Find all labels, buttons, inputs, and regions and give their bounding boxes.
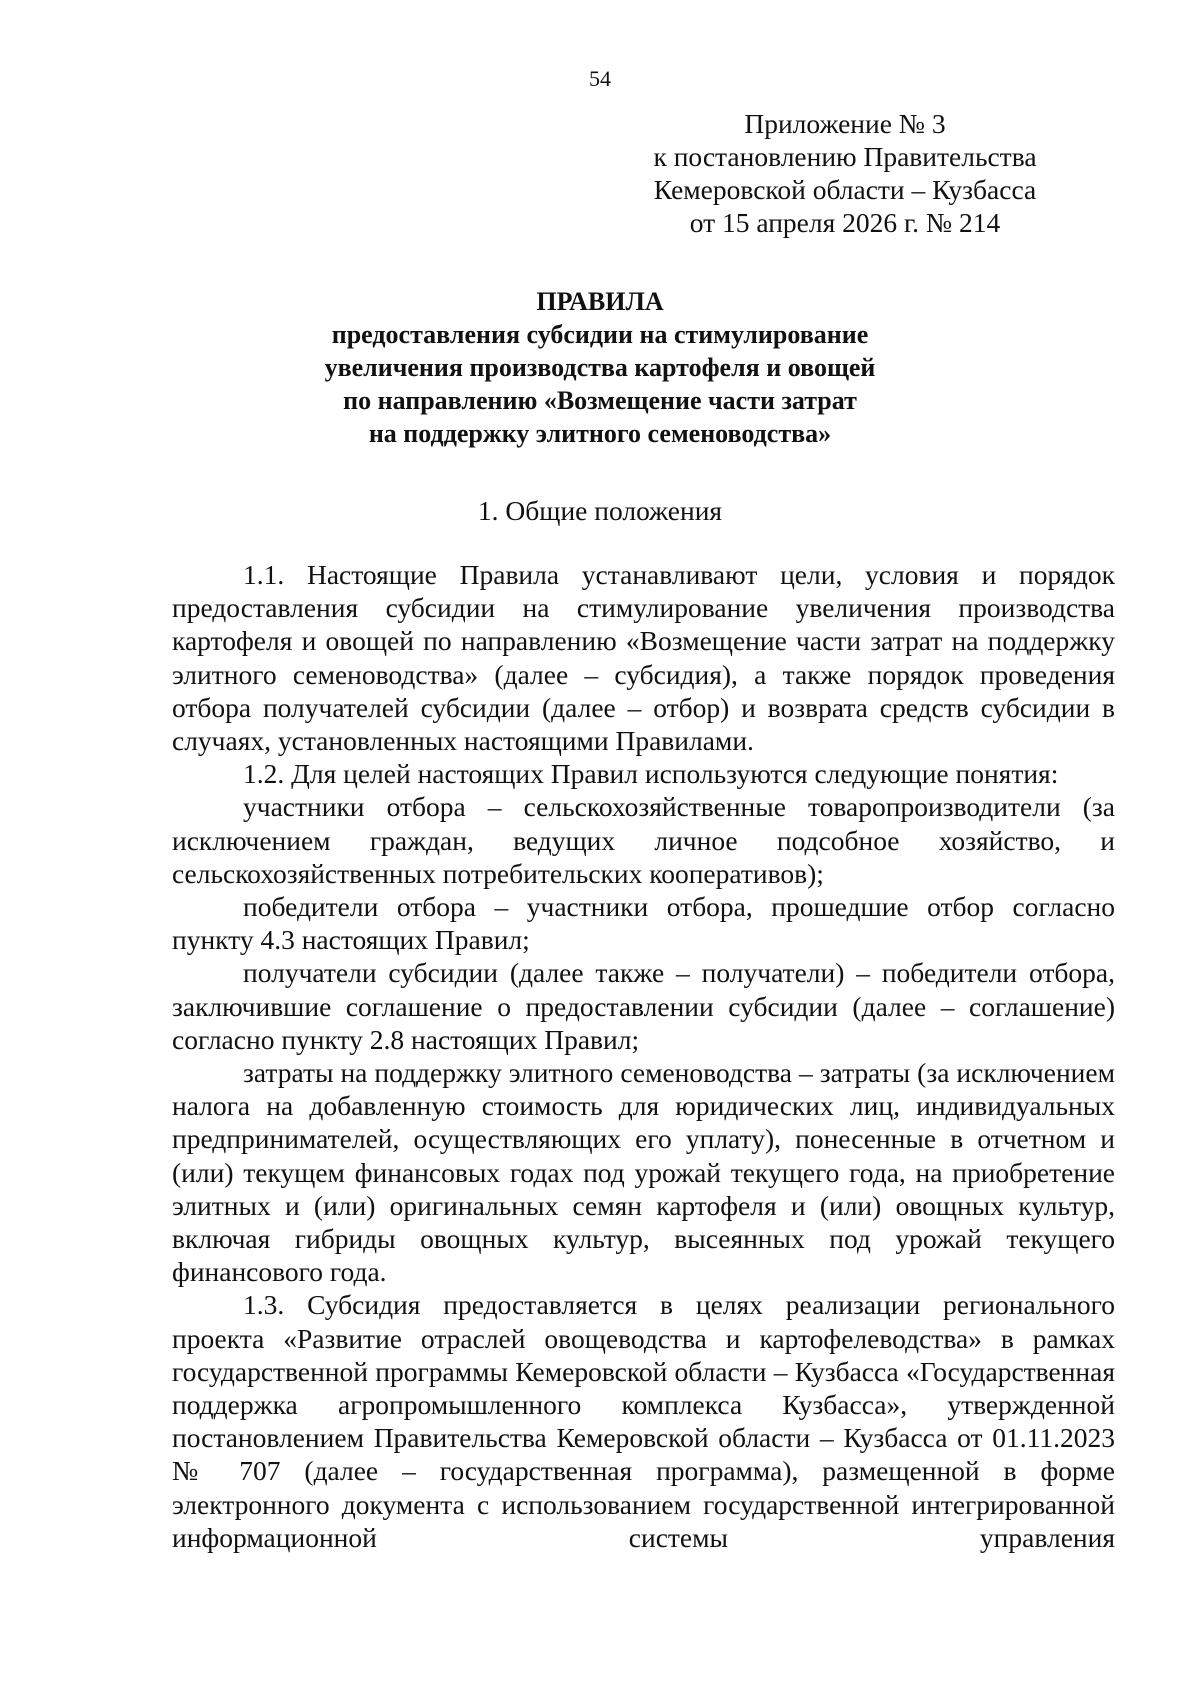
paragraph: участники отбора – сельскохозяйственные товаропроизводители (за исключением граждан, ведущих личное подсобное хозяйство, и сельскохозяйственных потребительских кооперативов); — [172, 791, 1115, 889]
appendix-line: Приложение № 3 — [744, 108, 946, 139]
appendix-line: к постановлению Правительства — [653, 141, 1037, 172]
title-line: увеличения производства картофеля и овощей — [324, 353, 876, 382]
section-heading: 1. Общие положения — [477, 495, 723, 526]
appendix-line: Кемеровской области – Кузбасса — [653, 174, 1037, 205]
page-number: 54 — [589, 66, 611, 91]
title-heading: ПРАВИЛА — [536, 287, 664, 316]
title-line: по направлению «Возмещение части затрат — [343, 386, 857, 415]
paragraph: 1.2. Для целей настоящих Правил используются следующие понятия: — [243, 758, 1059, 790]
appendix-line: от 15 апреля 2026 г. № 214 — [689, 207, 1001, 238]
appendix-reference — [585, 107, 1105, 239]
body-text — [172, 558, 1115, 1554]
paragraph: 1.1. Настоящие Правила устанавливают цели, условия и порядок предоставления субсидии на стимулирование увеличения производства картофеля и овощей по направлению «Возмещение части затрат на поддержку элитного семеноводства» (далее – субсидия), а также порядок проведения отбора получателей субсидии (далее – отбор) и возврата средств субсидии в случаях, установленных настоящими Правилами. — [172, 559, 1115, 757]
paragraph: победители отбора – участники отбора, прошедшие отбор согласно пункту 4.3 настоящих Правил; — [172, 891, 1115, 956]
title-line: на поддержку элитного семеноводства» — [368, 419, 832, 448]
paragraph: затраты на поддержку элитного семеноводства – затраты (за исключением налога на добавленную стоимость для юридических лиц, индивидуальных предпринимателей, осуществляющих его уплату), понесенные в отчетном и (или) текущем финансовых годах под урожай текущего года, на приобретение элитных и (или) оригинальных семян картофеля и (или) овощных культур, включая гибриды овощных культур, высеянных под урожай текущего финансового года. — [172, 1057, 1115, 1288]
title-line: предоставления субсидии на стимулирование — [331, 320, 869, 349]
document-title — [0, 285, 1200, 450]
paragraph: 1.3. Субсидия предоставляется в целях реализации регионального проекта «Развитие отраслей овощеводства и картофелеводства» в рамках государственной программы Кемеровской области – Кузбасса «Государственная поддержка агропромышленного комплекса Кузбасса», утвержденной постановлением Правительства Кемеровской области – Кузбасса от 01.11.2023 № 707 (далее – государственная программа), размещенной в форме электронного документа с использованием государственной интегрированной информационной системы управления — [172, 1289, 1115, 1553]
paragraph: получатели субсидии (далее также – получатели) – победители отбора, заключившие соглашение о предоставлении субсидии (далее – соглашение) согласно пункту 2.8 настоящих Правил; — [172, 957, 1115, 1055]
